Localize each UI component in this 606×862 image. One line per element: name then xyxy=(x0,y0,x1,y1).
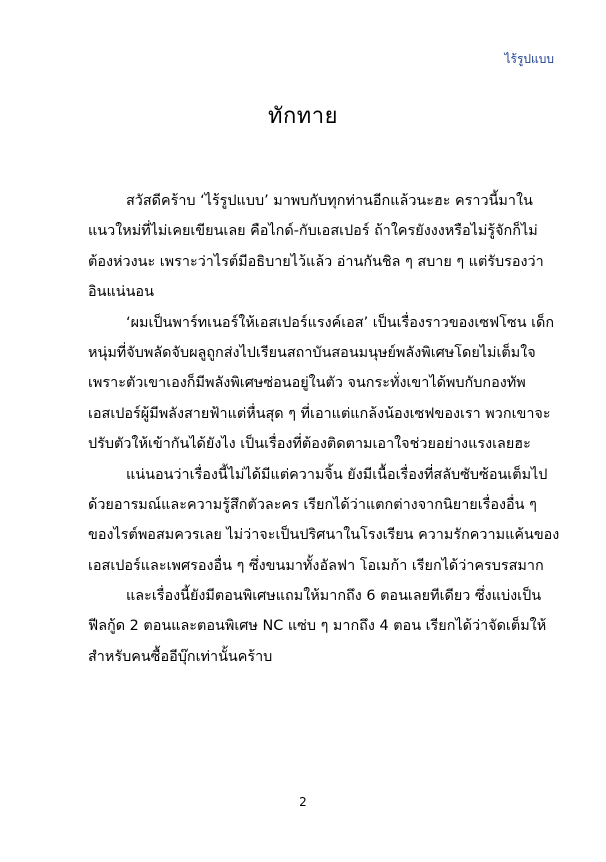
paragraph-line: และเรื่องนี้ยังมีตอนพิเศษแถมให้มากถึง 6 ตอนเลยทีเดียว ซึ่งแบ่งเป็น xyxy=(126,588,542,605)
paragraph-line: ด้วยอารมณ์และความรู้สึกตัวละคร เรียกได้ว่าแตกต่างจากนิยายเรื่องอื่น ๆ xyxy=(88,496,537,513)
paragraph-line: แนวใหม่ที่ไม่เคยเขียนเลย คือไกด์-กับเอสเปอร์ ถ้าใครยังงงหรือไม่รู้จักก็ไม่ xyxy=(88,223,538,240)
paragraph-line: สวัสดีคร้าบ ‘ไร้รูปแบบ’ มาพบกับทุกท่านอีกแล้วนะฮะ คราวนี้มาใน xyxy=(126,193,533,209)
paragraph-line: ปรับตัวให้เข้ากันได้ยังไง เป็นเรื่องที่ต้องติดตามเอาใจช่วยอย่างแรงเลยฮะ xyxy=(88,436,531,453)
paragraph-line: หนุ่มที่จับพลัดจับผลูถูกส่งไปเรียนสถาบันสอนมนุษย์พลังพิเศษโดยไม่เต็มใจ xyxy=(88,344,536,361)
paragraph-line: ‘ผมเป็นพาร์ทเนอร์ให้เอสเปอร์แรงค์เอส’ เป็นเรื่องราวของเซฟโซน เด็ก xyxy=(126,314,555,331)
paragraph-line: เอสเปอร์และเพศรองอื่น ๆ ซึ่งขนมาทั้งอัลฟา โอเมก้า เรียกได้ว่าครบรสมาก xyxy=(88,557,544,574)
paragraph-1 xyxy=(88,186,544,308)
paragraph-line: เพราะตัวเขาเองก็มีพลังพิเศษซ่อนอยู่ในตัว จนกระทั่งเขาได้พบกับกองทัพ xyxy=(88,375,526,392)
page-number: 2 xyxy=(299,795,307,809)
paragraph-line: ของไรต์พอสมควรเลย ไม่ว่าจะเป็นปริศนาในโรงเรียน ความรักความแค้นของ xyxy=(88,527,560,544)
page-title: ทักทาย xyxy=(267,104,339,129)
body-text xyxy=(88,186,560,672)
paragraph-line: สำหรับคนซื้ออีบุ๊กเท่านั้นคร้าบ xyxy=(88,648,273,665)
paragraph-4 xyxy=(88,581,547,672)
paragraph-line: เอสเปอร์ผู้มีพลังสายฟ้าแต่หื่นสุด ๆ ที่เอาแต่แกล้งน้องเซฟของเรา พวกเขาจะ xyxy=(88,405,551,422)
paragraph-line: ต้องห่วงนะ เพราะว่าไรต์มีอธิบายไว้แล้ว อ่านกันชิล ๆ สบาย ๆ แต่รับรองว่า xyxy=(88,253,544,270)
paragraph-3 xyxy=(88,460,560,582)
running-header-title: ไร้รูปแบบ xyxy=(504,52,554,66)
paragraph-line: ฟีลกู้ด 2 ตอนและตอนพิเศษ NC แซ่บ ๆ มากถึง 4 ตอน เรียกได้ว่าจัดเต็มให้ xyxy=(88,618,547,635)
paragraph-2 xyxy=(88,308,555,460)
paragraph-line: อินแน่นอน xyxy=(88,284,154,301)
paragraph-line: แน่นอนว่าเรื่องนี้ไม่ได้มีแต่ความจิ้น ยังมีเนื้อเรื่องที่สลับซับซ้อนเต็มไป xyxy=(126,466,548,483)
